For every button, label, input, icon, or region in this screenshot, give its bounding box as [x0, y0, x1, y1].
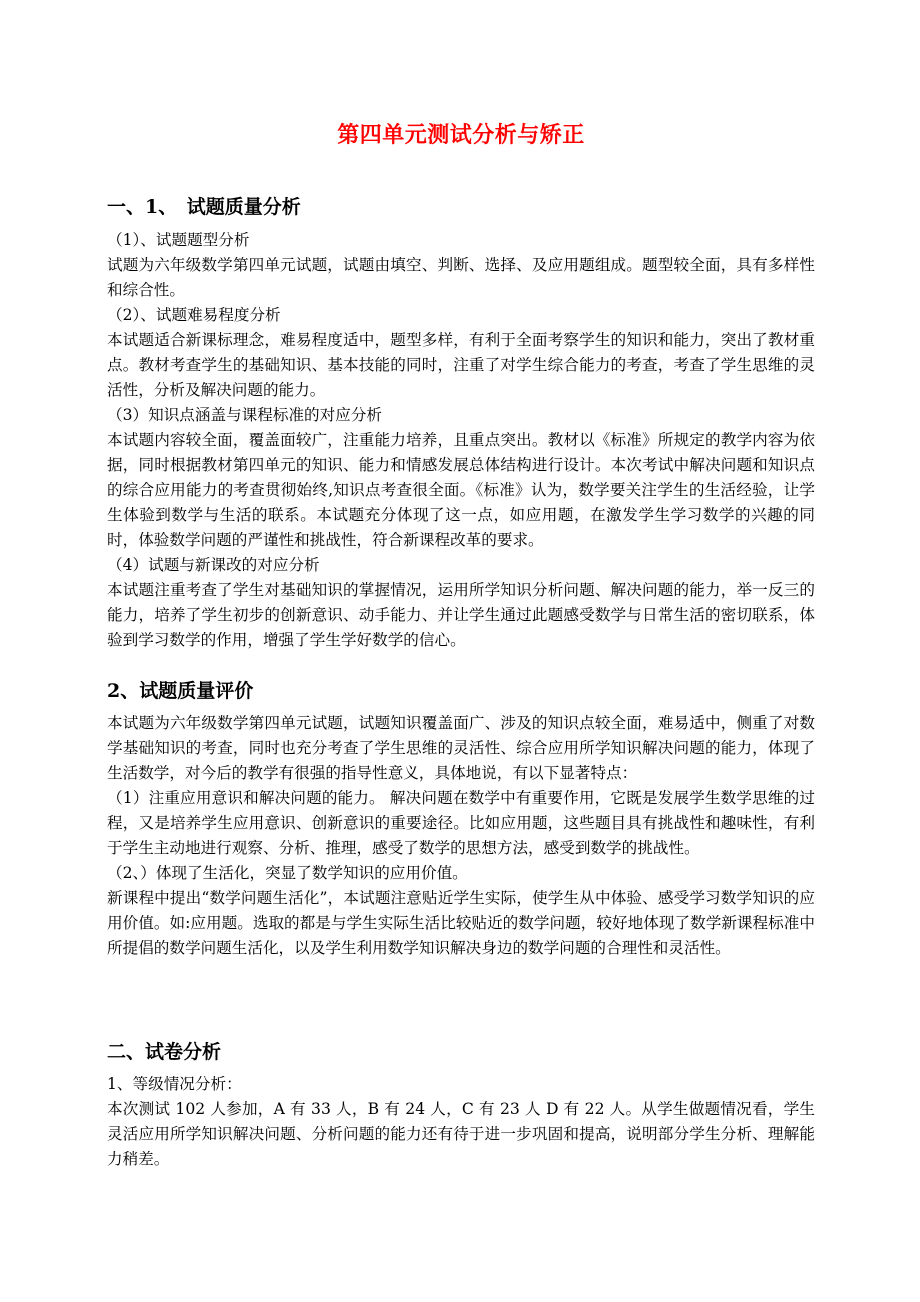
paragraph-grade-analysis: 本次测试 102 人参加，A 有 33 人，B 有 24 人，C 有 23 人 D 有 22 人。从学生做题情况看，学生灵活应用所学知识解决问题、分析问题的能力还有待于进一步巩固和提高，说明部分学生分析、理解能力稍差。: [107, 1100, 815, 1168]
subheading-question-types: （1）、试题题型分析: [107, 231, 250, 249]
paragraph-life-oriented: 新课程中提出“数学问题生活化”，本试题注意贴近学生实际，使学生从中体验、感受学习数学知识的应用价值。如:应用题。选取的都是与学生实际生活比较贴近的数学问题，较好地体现了数学新课程标准中所提倡的数学问题生活化，以及学生利用数学知识解决身边的数学问题的合理性和灵活性。: [107, 889, 815, 957]
document-title: 第四单元测试分析与矫正: [337, 122, 585, 148]
paragraph-curriculum-reform: 本试题注重考查了学生对基础知识的掌握情况，运用所学知识分析问题、解决问题的能力，举一反三的能力，培养了学生初步的创新意识、动手能力、并让学生通过此题感受数学与日常生活的密切联系，体验到学习数学的作用，增强了学生学好数学的信心。: [107, 581, 815, 649]
subheading-curriculum-reform: （4）试题与新课改的对应分析: [107, 556, 320, 574]
section-heading-paper-analysis: 二、试卷分析: [107, 1041, 222, 1063]
paragraph-application-awareness: （1）注重应用意识和解决问题的能力。 解决问题在数学中有重要作用，它既是发展学生数学思维的过程，又是培养学生应用意识、创新意识的重要途径。比如应用题，这些题目具有挑战性和趣味性，有利于学生主动地进行观察、分析、推理，感受了数学的思想方法，感受到数学的挑战性。: [107, 789, 815, 857]
paragraph-difficulty: 本试题适合新课标理念，难易程度适中，题型多样，有利于全面考察学生的知识和能力，突出了教材重点。教材考查学生的基础知识、基本技能的同时，注重了对学生综合能力的考查，考查了学生思维的灵活性，分析及解决问题的能力。: [107, 331, 815, 399]
section-quality-analysis-body: [107, 228, 815, 653]
subheading-grade-analysis: 1、等级情况分析：: [107, 1075, 242, 1093]
section-paper-analysis-body: [107, 1072, 815, 1172]
paragraph-knowledge-coverage: 本试题内容较全面，覆盖面较广，注重能力培养，且重点突出。教材以《标准》所规定的教学内容为依据，同时根据教材第四单元的知识、能力和情感发展总体结构进行设计。本次考试中解决问题和知识点的综合应用能力的考查贯彻始终,知识点考查很全面。《标准》认为，数学要关注学生的生活经验，让学生体验到数学与生活的联系。本试题充分体现了这一点，如应用题，在激发学生学习数学的兴趣的同时，体验数学问题的严谨性和挑战性，符合新课程改革的要求。: [107, 431, 815, 549]
section-heading-quality-evaluation: 2、试题质量评价: [107, 680, 254, 702]
subheading-life-oriented: （2、）体现了生活化，突显了数学知识的应用价值。: [107, 864, 468, 882]
paragraph-question-types: 试题为六年级数学第四单元试题，试题由填空、判断、选择、及应用题组成。题型较全面，具有多样性和综合性。: [107, 256, 815, 299]
section-heading-quality-analysis: 一、1、 试题质量分析: [107, 196, 301, 218]
paragraph-evaluation-intro: 本试题为六年级数学第四单元试题，试题知识覆盖面广、涉及的知识点较全面，难易适中，侧重了对数学基础知识的考查，同时也充分考查了学生思维的灵活性、综合应用所学知识解决问题的能力，体现了生活数学，对今后的教学有很强的指导性意义，具体地说，有以下显著特点：: [107, 714, 815, 782]
section-quality-evaluation-body: [107, 711, 815, 961]
subheading-difficulty: （2）、试题难易程度分析: [107, 306, 281, 324]
subheading-knowledge-coverage: （3）知识点涵盖与课程标准的对应分析: [107, 406, 383, 424]
